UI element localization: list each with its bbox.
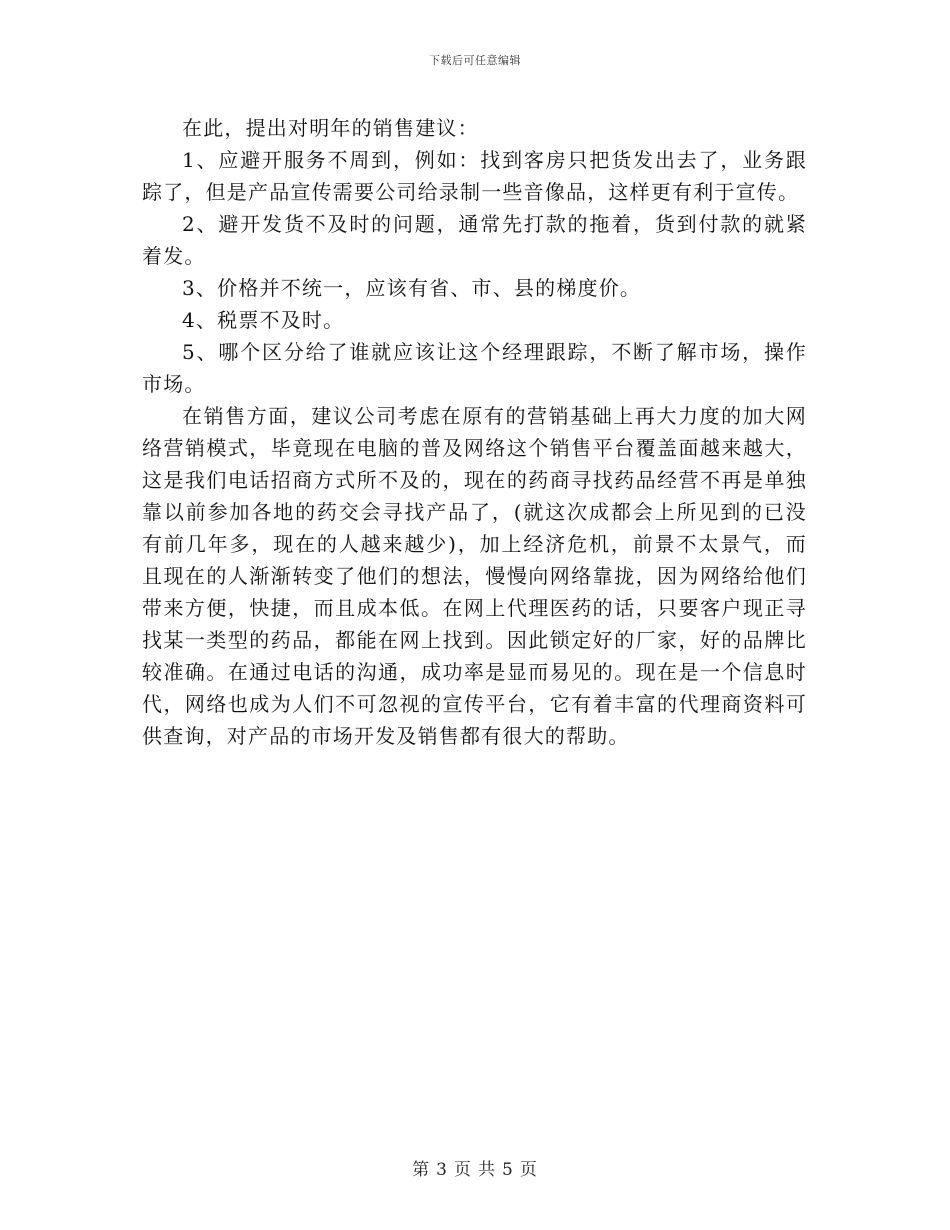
footer-total-pages: 5: [502, 1160, 514, 1180]
footer-page-unit: 页: [454, 1160, 472, 1180]
paragraph-suggestion-5: 5、哪个区分给了谁就应该让这个经理跟踪，不断了解市场，操作市场。: [142, 340, 807, 396]
paragraph-suggestion-3: 3、价格并不统一，应该有省、市、县的梯度价。: [182, 276, 642, 300]
paragraph-suggestion-1: 1、应避开服务不周到，例如：找到客房只把货发出去了，业务跟踪了，但是产品宣传需要公司给录制一些音像品，这样更有利于宣传。: [142, 148, 807, 204]
document-body: [142, 112, 807, 752]
footer-suffix: 页: [519, 1160, 538, 1180]
footer-total-word: 共: [478, 1160, 496, 1180]
paragraph-intro: 在此，提出对明年的销售建议：: [182, 116, 479, 140]
page-header-note: 下载后可任意编辑: [429, 54, 521, 67]
footer-current-page: 3: [436, 1160, 448, 1180]
footer-prefix: 第: [412, 1160, 431, 1180]
paragraph-suggestion-4: 4、税票不及时。: [182, 308, 345, 332]
paragraph-sales-network: 在销售方面，建议公司考虑在原有的营销基础上再大力度的加大网络营销模式，毕竟现在电脑的普及网络这个销售平台覆盖面越来越大，这是我们电话招商方式所不及的，现在的药商寻找药品经营不再是单独靠以前参加各地的药交会寻找产品了，(就这次成都会上所见到的已没有前几年多，现在的人越来越少)，加上经济危机，前景不太景气，而且现在的人渐渐转变了他们的想法，慢慢向网络靠拢，因为网络给他们带来方便，快捷，而且成本低。在网上代理医药的话，只要客户现正寻找某一类型的药品，都能在网上找到。因此锁定好的厂家，好的品牌比较准确。在通过电话的沟通，成功率是显而易见的。现在是一个信息时代，网络也成为人们不可忽视的宣传平台，它有着丰富的代理商资料可供查询，对产品的市场开发及销售都有很大的帮助。: [142, 404, 807, 748]
paragraph-suggestion-2: 2、避开发货不及时的问题，通常先打款的拖着，货到付款的就紧着发。: [142, 212, 807, 268]
page-footer: [0, 1155, 950, 1180]
